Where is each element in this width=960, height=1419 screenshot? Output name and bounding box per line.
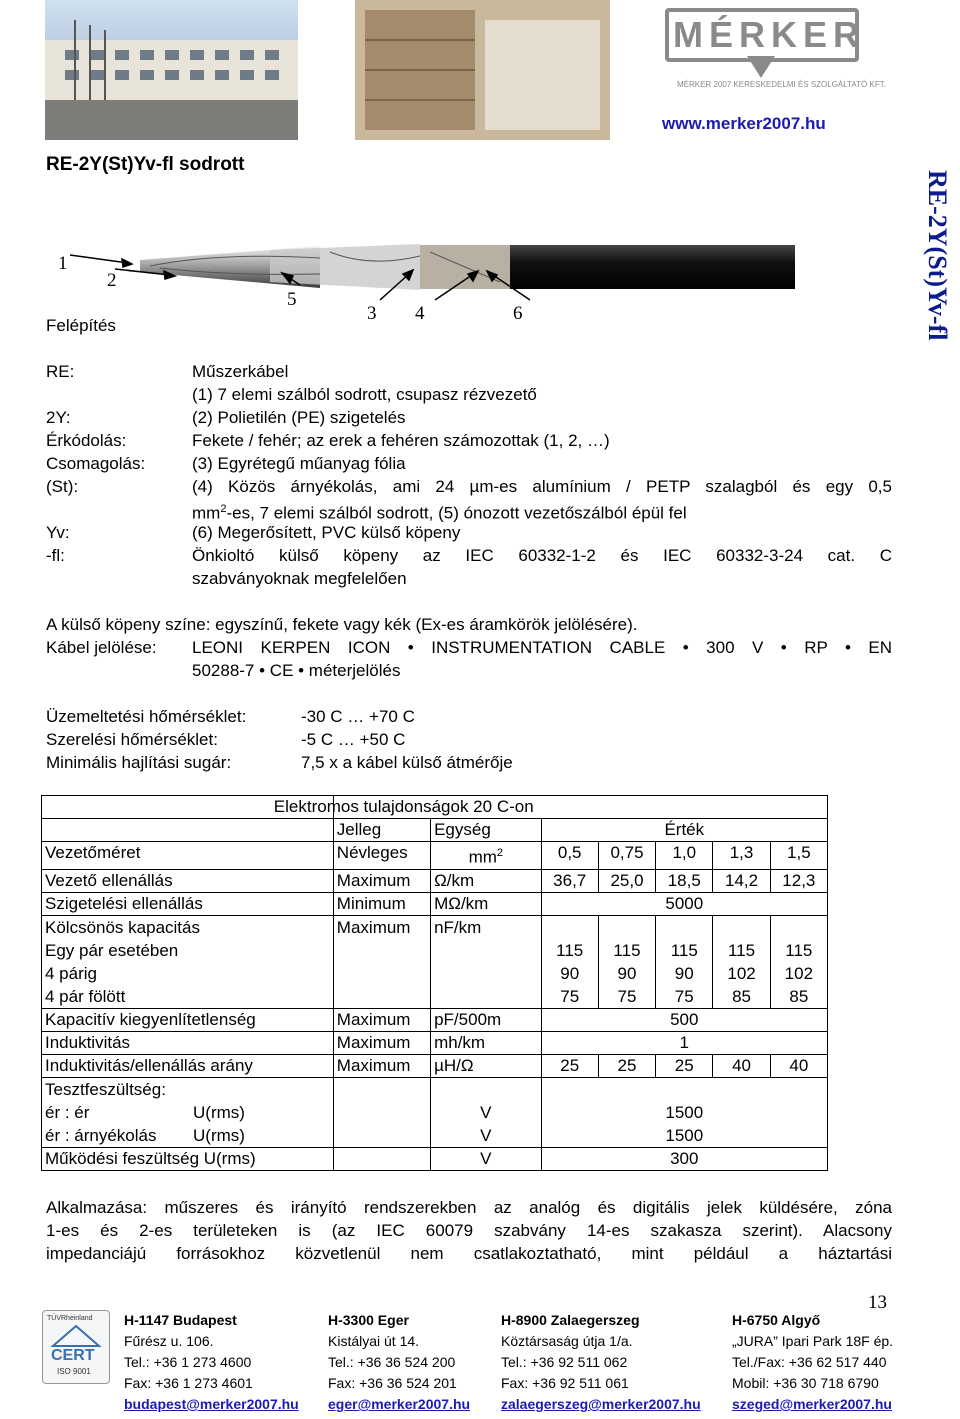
row-label: Vezetőméret bbox=[42, 842, 334, 870]
row-label-group bbox=[42, 915, 334, 1008]
code-packaging: Csomagolás: bbox=[46, 454, 146, 473]
footer-algyo bbox=[732, 1310, 893, 1415]
row-label-group bbox=[42, 1077, 334, 1147]
desc-fl: Önkioltó külső köpeny az IEC 60332-1-2 és IEC 60332-3-24 cat. C bbox=[192, 546, 892, 565]
table-row bbox=[42, 1008, 828, 1031]
footer-head: H-6750 Algyő bbox=[732, 1312, 821, 1328]
cell-value: 36,7 bbox=[541, 869, 598, 892]
sub-label: 4 pár fölött bbox=[45, 986, 126, 1006]
cell-value: 0,75 bbox=[598, 842, 655, 870]
desc-st: (4) Közös árnyékolás, ami 24 µm-es alumínium / PETP szalagból és egy 0,5 bbox=[192, 477, 892, 496]
footer-budapest bbox=[124, 1310, 299, 1415]
row-label: Szigetelési ellenállás bbox=[42, 892, 334, 915]
row-unit: V bbox=[431, 1147, 541, 1170]
cell-value: 1500 bbox=[665, 1125, 704, 1145]
table-caption-row bbox=[42, 796, 828, 819]
cell-value-group bbox=[541, 915, 598, 1008]
temp-install-value: -5 C … +50 C bbox=[301, 730, 406, 749]
cell-value: 500 bbox=[541, 1008, 827, 1031]
cell-value-group bbox=[656, 915, 713, 1008]
footer-email-link[interactable]: zalaegerszeg@merker2007.hu bbox=[501, 1396, 701, 1412]
cell-value: 102 bbox=[727, 963, 756, 983]
table-row-test-voltage bbox=[42, 1077, 828, 1147]
table-row bbox=[42, 892, 828, 915]
sub-label bbox=[45, 1101, 330, 1124]
marking-line2: 50288-7 • CE • méterjelölés bbox=[192, 661, 401, 680]
code-st: (St): bbox=[46, 477, 79, 496]
cell-value: 5000 bbox=[541, 892, 827, 915]
temp-operating-value: -30 C … +70 C bbox=[301, 707, 415, 726]
table-caption: Elektromos tulajdonságok 20 C-on bbox=[273, 797, 534, 816]
code-yv: Yv: bbox=[46, 523, 70, 542]
row-unit: mh/km bbox=[431, 1031, 541, 1054]
footer-fax: Fax: +36 36 524 201 bbox=[328, 1375, 457, 1391]
cell-value: 0,5 bbox=[541, 842, 598, 870]
row-label: Induktivitás/ellenállás arány bbox=[42, 1054, 334, 1077]
code-fl: -fl: bbox=[46, 546, 65, 565]
row-type: Maximum bbox=[333, 1031, 430, 1054]
table-row bbox=[42, 1147, 828, 1170]
page-number: 13 bbox=[868, 1292, 887, 1313]
logo-text: MÉRKER bbox=[673, 14, 866, 55]
footer-tel: Tel./Fax: +36 62 517 440 bbox=[732, 1354, 887, 1370]
desc-st-rest: -es, 7 elemi szálból sodrott, (5) ónozott vezetőszálból épül fel bbox=[226, 503, 687, 523]
desc-re: Műszerkábel bbox=[192, 362, 289, 381]
callout-2: 2 bbox=[107, 270, 117, 291]
page-title: RE-2Y(St)Yv-fl sodrott bbox=[46, 154, 245, 175]
footer-addr: Köztársaság útja 1/a. bbox=[501, 1333, 633, 1349]
footer-email-link[interactable]: budapest@merker2007.hu bbox=[124, 1396, 299, 1412]
footer-head: H-1147 Budapest bbox=[124, 1312, 237, 1328]
footer-tel: Tel.: +36 36 524 200 bbox=[328, 1354, 456, 1370]
code-re: RE: bbox=[46, 362, 75, 381]
cell-value: 1,3 bbox=[713, 842, 770, 870]
footer-tel: Tel.: +36 92 511 062 bbox=[501, 1354, 628, 1370]
row-label: Induktivitás bbox=[42, 1031, 334, 1054]
temp-install-label: Szerelési hőmérséklet: bbox=[46, 730, 218, 749]
row-unit-group bbox=[431, 1077, 541, 1147]
cell-value: 1 bbox=[541, 1031, 827, 1054]
application-line-3: impedanciájú forrásokhoz közvetlenül nem csatlakoztatható, mint például a háztartási bbox=[46, 1244, 892, 1263]
cell-value: 1500 bbox=[665, 1102, 704, 1122]
row-label: Kapacitív kiegyenlítetlenség bbox=[42, 1008, 334, 1031]
desc-yv: (6) Megerősített, PVC külső köpeny bbox=[192, 523, 461, 542]
cert-top: TÜVRheinland bbox=[47, 1315, 93, 1322]
cert-logo bbox=[42, 1310, 110, 1384]
row-unit: µH/Ω bbox=[431, 1054, 541, 1077]
merker-logo bbox=[665, 8, 886, 108]
row-unit: nF/km bbox=[431, 915, 541, 1008]
desc-conductor: (1) 7 elemi szálból sodrott, csupasz rézvezető bbox=[192, 385, 537, 404]
cell-value: 12,3 bbox=[770, 869, 827, 892]
footer-fax: Fax: +36 1 273 4601 bbox=[124, 1375, 253, 1391]
cell-value: 25 bbox=[656, 1054, 713, 1077]
sub-label-b: U(rms) bbox=[193, 1102, 245, 1122]
cell-value: 85 bbox=[732, 986, 751, 1006]
cell-value: 115 bbox=[785, 940, 813, 960]
table-row bbox=[42, 1031, 828, 1054]
cell-value: 75 bbox=[617, 986, 637, 1006]
sub-label-a: ér : ér bbox=[45, 1102, 90, 1122]
cell-value: 115 bbox=[727, 940, 756, 960]
row-unit: pF/500m bbox=[431, 1008, 541, 1031]
cert-emblem-icon bbox=[51, 1325, 101, 1347]
desc-color: Fekete / fehér; az erek a fehéren számozottak (1, 2, …) bbox=[192, 431, 610, 450]
cell-value: 115 bbox=[613, 940, 641, 960]
callout-4: 4 bbox=[415, 303, 425, 324]
row-unit: V bbox=[480, 1102, 492, 1122]
cell-value: 90 bbox=[617, 963, 637, 983]
footer-head: H-8900 Zalaegerszeg bbox=[501, 1312, 640, 1328]
application-line-1: Alkalmazása: műszeres és irányító rendszerekben az analóg és digitális jelek küldésére, zóna bbox=[46, 1198, 892, 1217]
row-type: Minimum bbox=[333, 892, 430, 915]
cell-value: 1,0 bbox=[656, 842, 713, 870]
cell-value: 25 bbox=[598, 1054, 655, 1077]
code-2y: 2Y: bbox=[46, 408, 71, 427]
cell-value-group bbox=[598, 915, 655, 1008]
sub-label-b: U(rms) bbox=[193, 1125, 245, 1145]
footer-zalaegerszeg bbox=[501, 1310, 701, 1415]
cell-value: 40 bbox=[713, 1054, 770, 1077]
structure-label: Felépítés bbox=[46, 316, 116, 335]
footer-fax: Mobil: +36 30 718 6790 bbox=[732, 1375, 879, 1391]
cell-value: 115 bbox=[670, 940, 698, 960]
footer-eger bbox=[328, 1310, 470, 1415]
header-unit: Egység bbox=[431, 819, 541, 842]
bend-radius-label: Minimális hajlítási sugár: bbox=[46, 753, 232, 772]
desc-st-sup: 2 bbox=[220, 503, 227, 515]
row-unit: Ω/km bbox=[431, 869, 541, 892]
row-type: Maximum bbox=[333, 1008, 430, 1031]
side-title: RE-2Y(St)Yv-fl bbox=[923, 170, 952, 341]
row-unit: MΩ/km bbox=[431, 892, 541, 915]
footer-head: H-3300 Eger bbox=[328, 1312, 409, 1328]
footer-email-link[interactable]: szeged@merker2007.hu bbox=[732, 1396, 892, 1412]
cell-value: 102 bbox=[784, 963, 814, 983]
table-row bbox=[42, 842, 828, 870]
table-row bbox=[42, 1054, 828, 1077]
callout-arrows bbox=[60, 245, 760, 315]
logo-subtitle: MÉRKER 2007 KERESKEDELMI ÉS SZOLGÁLTATÓ KFT. bbox=[677, 80, 886, 89]
sub-label: 4 párig bbox=[45, 963, 97, 983]
desc-fl-cont: szabványoknak megfelelően bbox=[192, 569, 407, 588]
header-type: Jelleg bbox=[333, 819, 430, 842]
row-label: Kölcsönös kapacitás bbox=[45, 917, 200, 937]
table-row-capacitance bbox=[42, 915, 828, 1008]
footer-addr: Fűrész u. 106. bbox=[124, 1333, 214, 1349]
cert-main: CERT bbox=[51, 1347, 95, 1364]
desc-packaging: (3) Egyrétegű műanyag fólia bbox=[192, 454, 406, 473]
sub-label: Egy pár esetében bbox=[45, 940, 179, 960]
cell-value-group bbox=[541, 1077, 827, 1147]
row-label: Vezető ellenállás bbox=[42, 869, 334, 892]
callout-1: 1 bbox=[58, 253, 68, 274]
logo-arrow-icon bbox=[743, 56, 779, 80]
callout-3: 3 bbox=[367, 303, 377, 324]
warehouse-photo bbox=[355, 0, 610, 140]
row-label: Tesztfeszültség: bbox=[45, 1079, 166, 1099]
cell-value: 18,5 bbox=[656, 869, 713, 892]
footer-tel: Tel.: +36 1 273 4600 bbox=[124, 1354, 252, 1370]
cell-value: 40 bbox=[770, 1054, 827, 1077]
cell-value: 85 bbox=[789, 986, 809, 1006]
temp-operating-label: Üzemeltetési hőmérséklet: bbox=[46, 707, 247, 726]
cell-value-group bbox=[713, 915, 770, 1008]
cell-value: 25 bbox=[541, 1054, 598, 1077]
footer-addr: Kistályai út 14. bbox=[328, 1333, 420, 1349]
footer-email-link[interactable]: eger@merker2007.hu bbox=[328, 1396, 471, 1412]
row-label: Működési feszültség U(rms) bbox=[42, 1147, 334, 1170]
row-type: Maximum bbox=[333, 869, 430, 892]
cell-value: 14,2 bbox=[713, 869, 770, 892]
row-type: Maximum bbox=[333, 1054, 430, 1077]
cell-value: 75 bbox=[674, 986, 694, 1006]
desc-st-unit: mm bbox=[192, 503, 221, 523]
unit-sup: 2 bbox=[496, 847, 504, 859]
header-value: Érték bbox=[541, 819, 827, 842]
code-color: Érkódolás: bbox=[46, 431, 127, 450]
cell-value: 300 bbox=[541, 1147, 827, 1170]
footer-fax: Fax: +36 92 511 061 bbox=[501, 1375, 629, 1391]
electrical-table bbox=[41, 795, 828, 1171]
application-line-2: 1-es és 2-es területeken is (az IEC 60079 szabvány 14-es szakasza szerint). Alacsony bbox=[46, 1221, 892, 1240]
footer-addr: „JURA” Ipari Park 18F ép. bbox=[732, 1333, 894, 1349]
row-unit: V bbox=[480, 1125, 492, 1145]
sheath-color: A külső köpeny színe: egyszínű, fekete vagy kék (Ex-es áramkörök jelölésére). bbox=[46, 615, 638, 634]
table-row bbox=[42, 869, 828, 892]
cell-value: 90 bbox=[560, 963, 580, 983]
row-type: Maximum bbox=[333, 915, 430, 1008]
unit-text: mm bbox=[468, 847, 497, 867]
cell-value: 75 bbox=[560, 986, 580, 1006]
marking-line1: LEONI KERPEN ICON • INSTRUMENTATION CABLE • 300 V • RP • EN bbox=[192, 638, 892, 657]
desc-2y: (2) Polietilén (PE) szigetelés bbox=[192, 408, 406, 427]
cell-value-group bbox=[770, 915, 827, 1008]
callout-6: 6 bbox=[513, 303, 523, 324]
cell-value: 25,0 bbox=[598, 869, 655, 892]
cell-value: 1,5 bbox=[770, 842, 827, 870]
marking-label: Kábel jelölése: bbox=[46, 638, 157, 657]
cert-sub: ISO 9001 bbox=[57, 1367, 91, 1376]
bend-radius-value: 7,5 x a kábel külső átmérője bbox=[301, 753, 513, 772]
cell-value: 115 bbox=[556, 940, 584, 960]
callout-5: 5 bbox=[287, 289, 297, 310]
table-header-row bbox=[42, 819, 828, 842]
building-photo bbox=[45, 0, 298, 140]
sub-label-a: ér : árnyékolás bbox=[45, 1125, 157, 1145]
website-link[interactable]: www.merker2007.hu bbox=[662, 114, 826, 133]
cell-value: 90 bbox=[674, 963, 694, 983]
row-unit bbox=[431, 842, 541, 870]
row-type: Névleges bbox=[333, 842, 430, 870]
sub-label bbox=[45, 1124, 330, 1147]
